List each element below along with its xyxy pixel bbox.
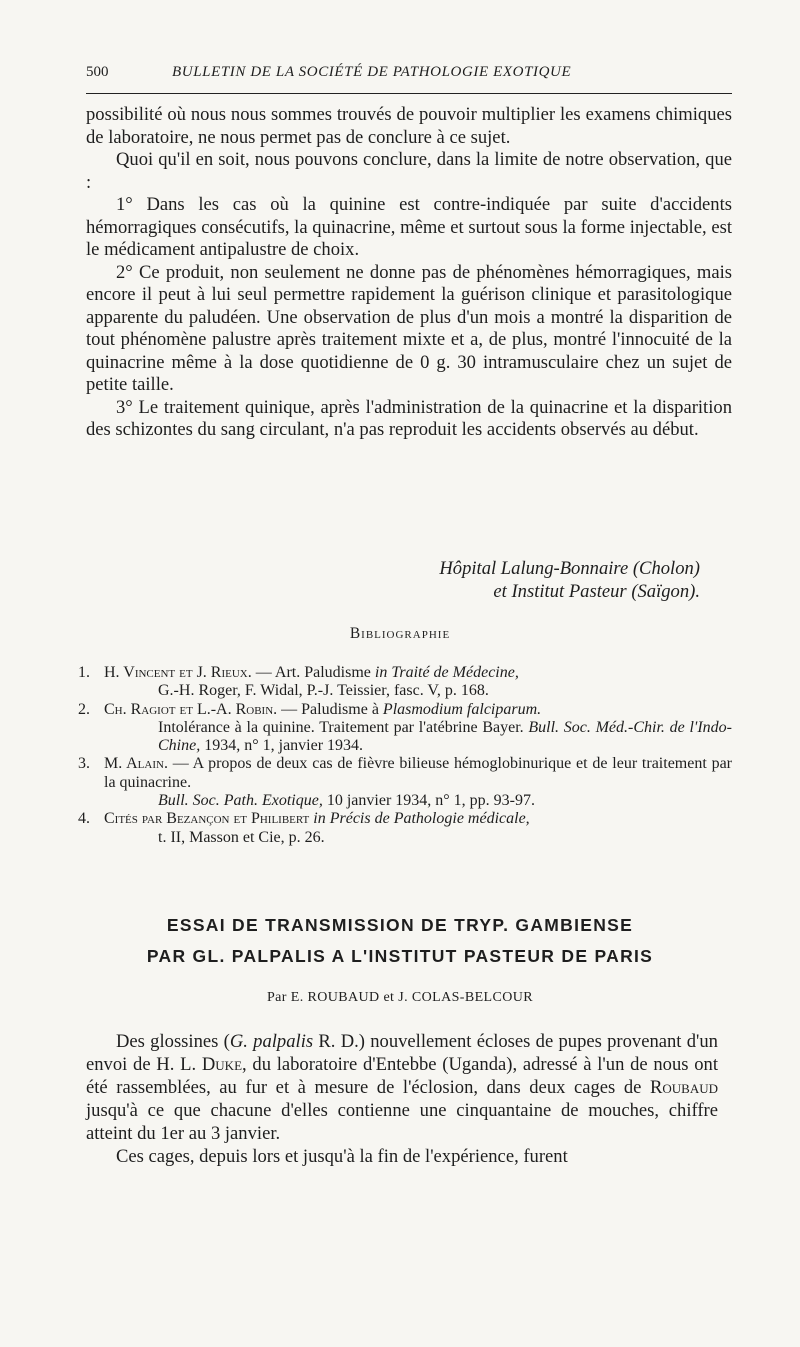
entry-source: Bull. Soc. Méd.-Chir. de l'Indo-Chine, — [158, 718, 733, 755]
bibliography-entry — [78, 701, 732, 756]
entry-authors: M. Alain. — [104, 755, 168, 773]
paragraph: Quoi qu'il en soit, nous pouvons conclure, dans la limite de notre observation, que : — [86, 149, 732, 193]
article-byline: Par E. ROUBAUD et J. COLAS-BELCOUR — [267, 990, 533, 1005]
bibliography-entry — [78, 810, 732, 847]
entry-text: — Paludisme à — [281, 700, 379, 718]
entry-number: 1. — [78, 664, 90, 681]
paragraph: Ces cages, depuis lors et jusqu'à la fin de l'expérience, furent — [116, 1146, 568, 1167]
text-run: jusqu'à ce que chacune d'elles contienne une cinquantaine de mouches, chiffre atteint du 1er au 3 janvier. — [86, 1100, 718, 1144]
entry-text: — Art. Paludisme — [255, 664, 371, 681]
entry-text: t. II, Masson et Cie, p. 26. — [158, 828, 325, 846]
text-run: R. D.) nouvellement écloses de pupes provenant d'un envoi de H. L. — [86, 1031, 718, 1075]
text-run: Des glossines ( — [116, 1031, 230, 1052]
header-rule — [86, 93, 732, 94]
person-name: Roubaud — [649, 1077, 718, 1098]
article-title-line-1: ESSAI DE TRANSMISSION DE TRYP. GAMBIENSE — [166, 915, 634, 935]
entry-text: 1934, n° 1, janvier 1934. — [204, 737, 364, 755]
paragraph: 3° Le traitement quinique, après l'administration de la quinacrine et la disparition des schizontes du sang circulant, n'a pas reproduit les accidents observés au début. — [86, 396, 732, 440]
entry-source: in Traité de Médecine, — [374, 664, 519, 681]
text-run: , du laboratoire d'Entebbe (Uganda), adressé à l'un de nous ont été rassemblées, au fur et à mesure de l'éclosion, dans deux cages de — [86, 1054, 718, 1098]
entry-authors: Cités par Bezançon et Philibert — [104, 810, 310, 828]
paragraph: 1° Dans les cas où la quinine est contre-indiquée par suite d'accidents hémorragiques consécutifs, la quinacrine, même et surtout sous la forme injectable, est le médicament antipalustre de choix. — [86, 194, 732, 260]
article-conclusion — [86, 104, 732, 442]
entry-source: Bull. Soc. Path. Exotique, — [158, 792, 323, 810]
article-title-line-2: PAR GL. PALPALIS A L'INSTITUT PASTEUR DE PARIS — [146, 946, 654, 966]
entry-number: 2. — [78, 700, 90, 718]
article-body — [86, 1030, 718, 1168]
entry-text: 10 janvier 1934, n° 1, pp. 93-97. — [326, 792, 536, 810]
entry-source: in Précis de Pathologie médicale, — [313, 810, 530, 828]
entry-source: Plasmodium falciparum. — [382, 700, 542, 718]
paragraph — [86, 1030, 718, 1145]
entry-authors: Ch. Ragiot et L.-A. Robin. — [104, 700, 278, 718]
entry-number: 4. — [78, 810, 90, 828]
page-number: 500 — [86, 64, 109, 80]
bibliography-title: Bibliographie — [349, 625, 451, 642]
entry-number: 3. — [78, 755, 90, 773]
running-head: BULLETIN DE LA SOCIÉTÉ DE PATHOLOGIE EXOTIQUE — [172, 64, 572, 80]
species-name: G. palpalis — [229, 1031, 314, 1052]
entry-text: Intolérance à la quinine. Traitement par l'atébrine Bayer. — [158, 718, 524, 736]
entry-text: G.-H. Roger, F. Widal, P.-J. Teissier, fasc. V, p. 168. — [158, 682, 489, 700]
entry-text: — A propos de deux cas de fièvre bilieuse hémoglobinurique et de leur traitement par la quinacrine. — [104, 755, 733, 791]
paragraph: 2° Ce produit, non seulement ne donne pas de phénomènes hémorragiques, mais encore il peut à lui seul permettre rapidement la guérison clinique et parasitologique apparente du paludéen. Une observation de plus d'un mois a montré la disparition de tout phénomène palustre après traitement mixte et a, de plus, montré l'innocuité de la quinacrine même à la dose quotidienne de 0 g. 30 intramusculaire chez un sujet de petite taille. — [86, 261, 732, 395]
bibliography-entry — [78, 664, 732, 701]
signature-line-2: et Institut Pasteur (Saïgon). — [493, 581, 700, 602]
bibliography-entry — [78, 755, 732, 810]
page-header — [86, 58, 732, 86]
paragraph: possibilité où nous nous sommes trouvés de pouvoir multiplier les examens chimiques de laboratoire, ne nous permet pas de conclure à ce sujet. — [86, 104, 732, 148]
entry-authors: H. Vincent et J. Rieux. — [104, 664, 252, 681]
signature-line-1: Hôpital Lalung-Bonnaire (Cholon) — [439, 558, 700, 579]
bibliography-list — [78, 664, 732, 847]
person-name: Duke — [201, 1054, 243, 1075]
